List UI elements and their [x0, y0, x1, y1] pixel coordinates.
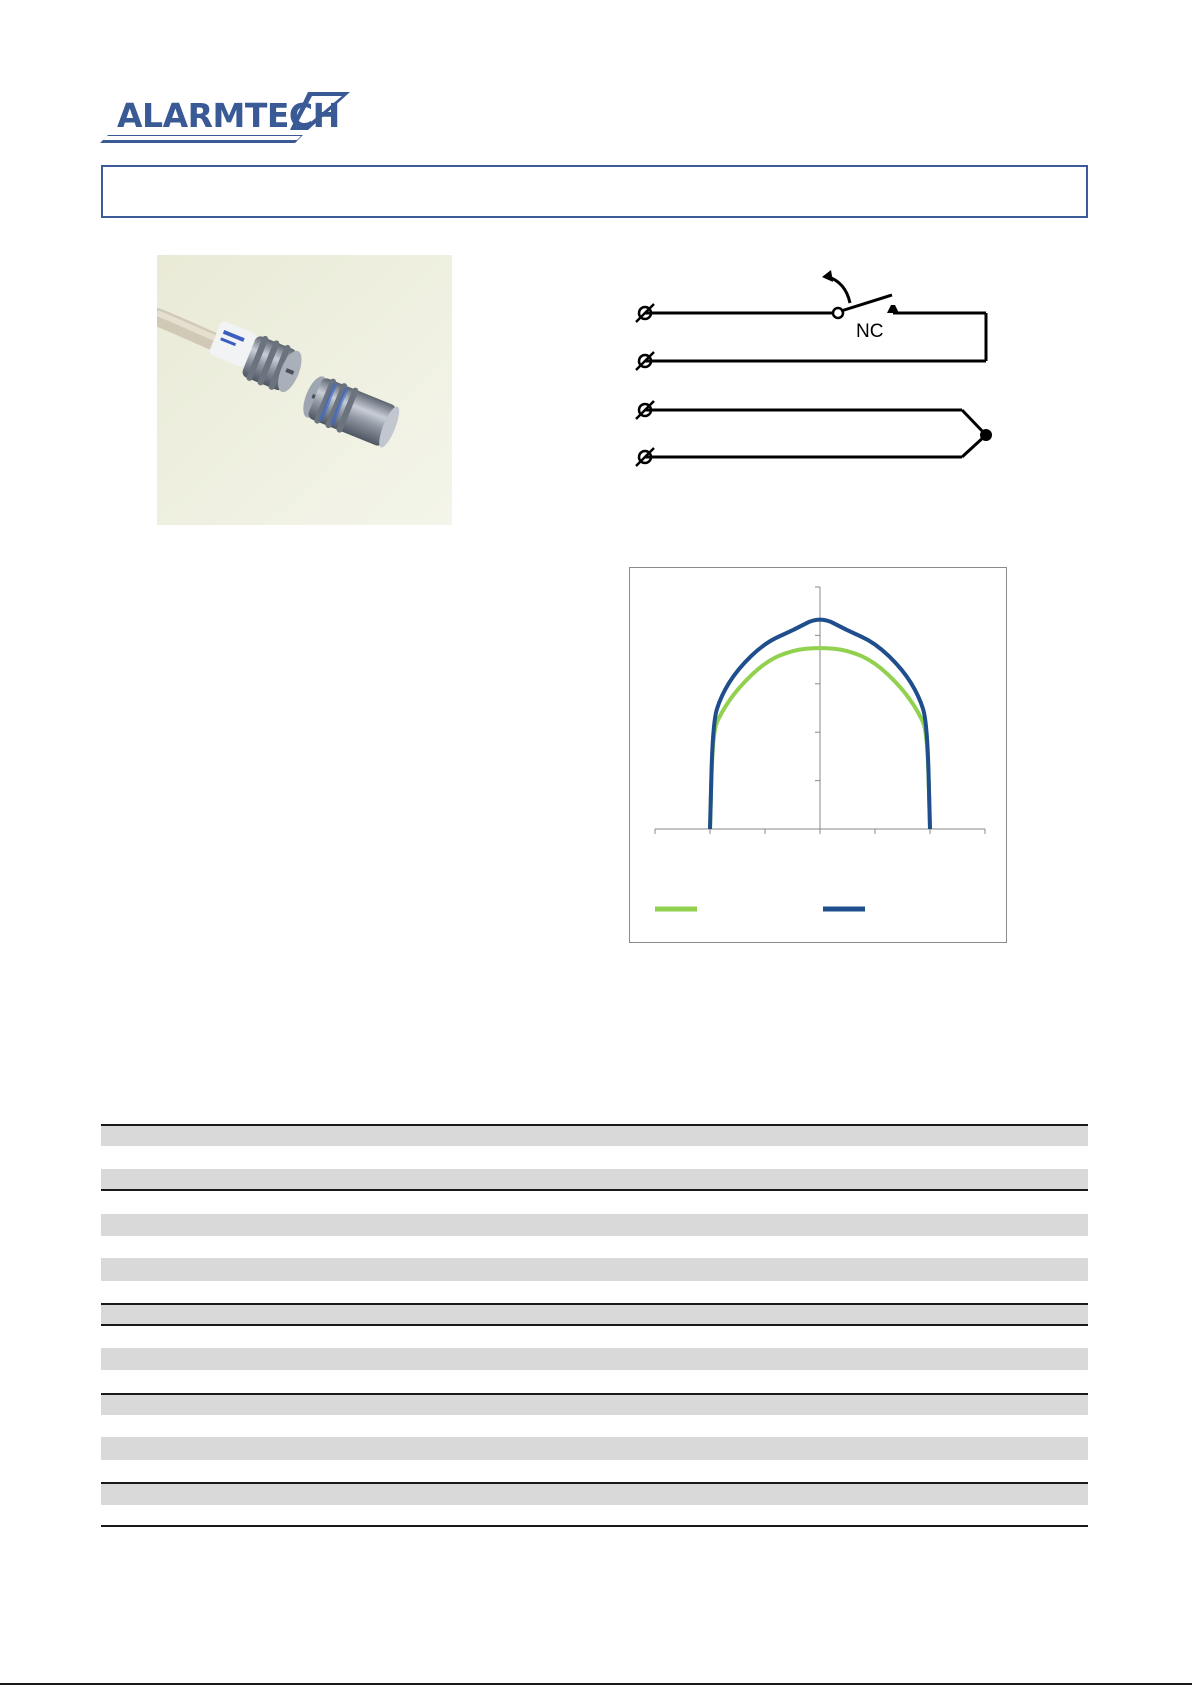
table-row [101, 1437, 1088, 1459]
wiring-diagram [625, 265, 995, 480]
table-row [101, 1370, 1088, 1392]
table-row [101, 1415, 1088, 1437]
brand-logo [100, 88, 362, 148]
table-row [101, 1460, 1088, 1482]
table-row [101, 1326, 1088, 1348]
table-row [101, 1214, 1088, 1236]
logo-wordmark: ALARMTECH [117, 96, 340, 135]
table-row [101, 1258, 1088, 1280]
table-row [101, 1393, 1088, 1415]
table-row [101, 1348, 1088, 1370]
table-row [101, 1281, 1088, 1303]
spec-table [101, 1124, 1088, 1527]
table-row [101, 1169, 1088, 1191]
table-row [101, 1146, 1088, 1168]
switch-label: NC [856, 321, 884, 342]
table-row [101, 1124, 1088, 1146]
arrow-icon [822, 270, 833, 282]
table-row [101, 1236, 1088, 1258]
product-photo [157, 255, 452, 525]
title-box [101, 165, 1088, 218]
table-row [101, 1505, 1088, 1527]
chart-plot [629, 567, 1007, 943]
distance-chart [629, 567, 1007, 943]
table-row [101, 1482, 1088, 1504]
table-row [101, 1191, 1088, 1213]
table-row [101, 1303, 1088, 1325]
